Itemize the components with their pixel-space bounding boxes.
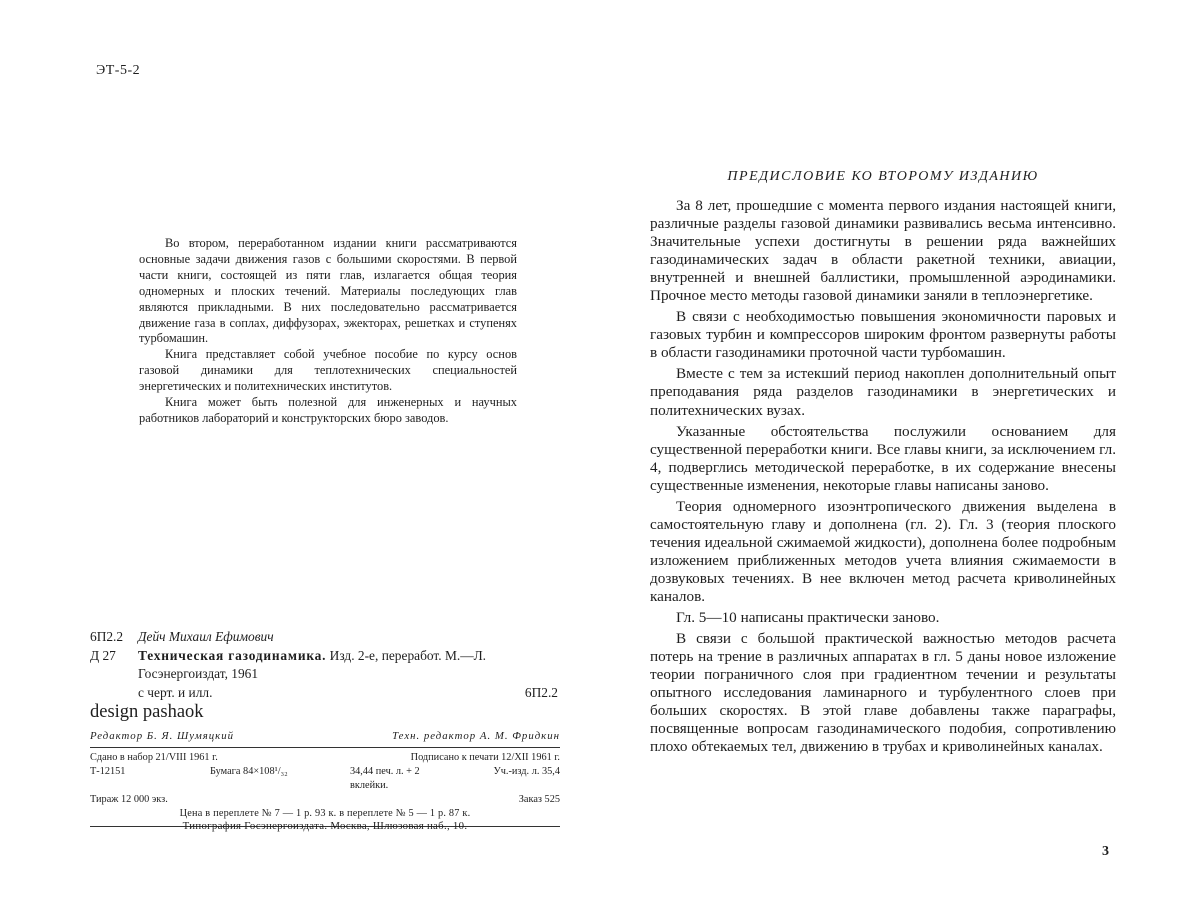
printed-sheets: 34,44 печ. л. + 2 вклейки. xyxy=(350,766,420,791)
preface-paragraph: Гл. 5—10 написаны практически заново. xyxy=(676,609,940,627)
submitted-date: Сдано в набор 21/VIII 1961 г. xyxy=(90,752,218,763)
order-number: Заказ 525 xyxy=(518,794,560,805)
bib-illustrations-row xyxy=(90,684,560,703)
bib-title-row xyxy=(90,647,560,666)
preface-title: ПРЕДИСЛОВИЕ КО ВТОРОМУ ИЗДАНИЮ xyxy=(727,169,1039,184)
publisher-sheets: Уч.-изд. л. 35,4 xyxy=(493,766,560,777)
bib-classification: 6П2.2 xyxy=(524,684,558,700)
bib-udc-code: 6П2.2 xyxy=(90,629,124,644)
bib-author-code: Д 27 xyxy=(90,647,116,663)
bib-author-row xyxy=(90,628,560,647)
editors-row xyxy=(90,729,560,748)
bib-publisher: Госэнергоиздат, 1961 xyxy=(138,666,259,682)
bib-details: Изд. 2-е, переработ. М.—Л. xyxy=(329,647,487,663)
price: Цена в переплете № 7 — 1 р. 93 к. в переплете № 5 — 1 р. 87 к. xyxy=(179,808,471,819)
preface-paragraph: Вместе с тем за истекший период накоплен дополнительный опыт преподавания ряда разделов газодинамики в энергетических и политехнических вузах. xyxy=(650,365,1116,419)
annotation-paragraph: Во втором, переработанном издании книги рассматриваются основные задачи движения газов с большими скоростями. В первой части книги, состоящей из пяти глав, излагается общая теория одномерных и плоских течений. Материалы последующих глав являются прикладными. В них последовательно рассматривается движение газа в соплах, диффузорах, эжекторах, решетках и ступенях турбомашин. xyxy=(139,236,517,346)
imprint xyxy=(90,729,560,827)
printshop: Типография Госэнергоиздата. Москва, Шлюзовая наб., 10. xyxy=(182,820,468,832)
run-row xyxy=(90,793,560,807)
preface-paragraph: За 8 лет, прошедшие с момента первого издания настоящей книги, различные разделы газовой динамики развивались весьма интенсивно. Значительные успехи достигнуты в решении ряда важнейших газодинамических задач в области ракетной техники, авиации, внутренней и внешней баллистики, промышленной аэродинамики. Прочное место методы газовой динамики заняли в теплоэнергетике. xyxy=(650,197,1116,305)
preface-paragraph: Указанные обстоятельства послужили основанием для существенной переработки книги. Все главы книги, за исключением гл. 4, подверглись методической переработке, в их содержание внесены существенные изменения, некоторые главы написаны заново. xyxy=(650,422,1116,494)
preface-paragraph: В связи с большой практической важностью методов расчета потерь на трение в различных аппаратах в гл. 5 даны новое изложение теории пограничного слоя при градиентном течении и результаты опытного исследования ламинарного и турбулентного слоев при больших скоростях. В этой главе добавлены также параграфы, посвященные вопросам газодинамического подобия, сопротивлению плохо обтекаемых тел, движению в трубах и криволинейных каналах. xyxy=(650,630,1116,756)
print-run: Тираж 12 000 экз. xyxy=(90,794,168,805)
page-number: 3 xyxy=(1102,844,1109,859)
bib-title: Техническая газодинамика. xyxy=(138,647,327,663)
annotation-paragraph: Книга представляет собой учебное пособие по курсу основ газовой динамики для теплотехнических специальностей энергетических и политехнических институтов. xyxy=(139,347,517,394)
bib-author: Дейч Михаил Ефимович xyxy=(138,629,274,644)
annotation-paragraph: Книга может быть полезной для инженерных и научных работников лабораторий и конструкторских бюро заводов. xyxy=(139,395,517,425)
bibliographic-card xyxy=(90,628,560,702)
preface-paragraph: Теория одномерного изоэнтропического движения выделена в самостоятельную главу и дополнена (гл. 2). Гл. 3 (теория плоского течения идеальной сжимаемой жидкости), дополнена более подробным изложением приближенных методов учета влияния сжимаемости в дозвуковых течениях. В нее включен метод расчета криволинейных каналов. xyxy=(650,497,1116,605)
preface-text xyxy=(650,197,1116,759)
design-credit: design pashaok xyxy=(90,702,204,722)
t-number: Т-12151 xyxy=(90,766,126,777)
preface-paragraph: В связи с необходимостью повышения экономичности паровых и газовых турбин и компрессоров широким фронтом развернуты работы в области газодинамики проточной части турбомашин. xyxy=(650,308,1116,362)
editor: Редактор Б. Я. Шумяцкий xyxy=(90,730,234,742)
book-annotation xyxy=(139,236,517,427)
paper-format: Бумага 84×108¹/₃₂ xyxy=(210,766,288,777)
dates-row xyxy=(90,751,560,765)
signed-date: Подписано к печати 12/XII 1961 г. xyxy=(410,752,560,763)
specs-row xyxy=(90,765,560,793)
tech-editor: Техн. редактор А. М. Фридкин xyxy=(392,730,560,742)
catalog-code: ЭТ-5-2 xyxy=(96,63,141,78)
bib-illustrations: с черт. и илл. xyxy=(138,684,213,700)
